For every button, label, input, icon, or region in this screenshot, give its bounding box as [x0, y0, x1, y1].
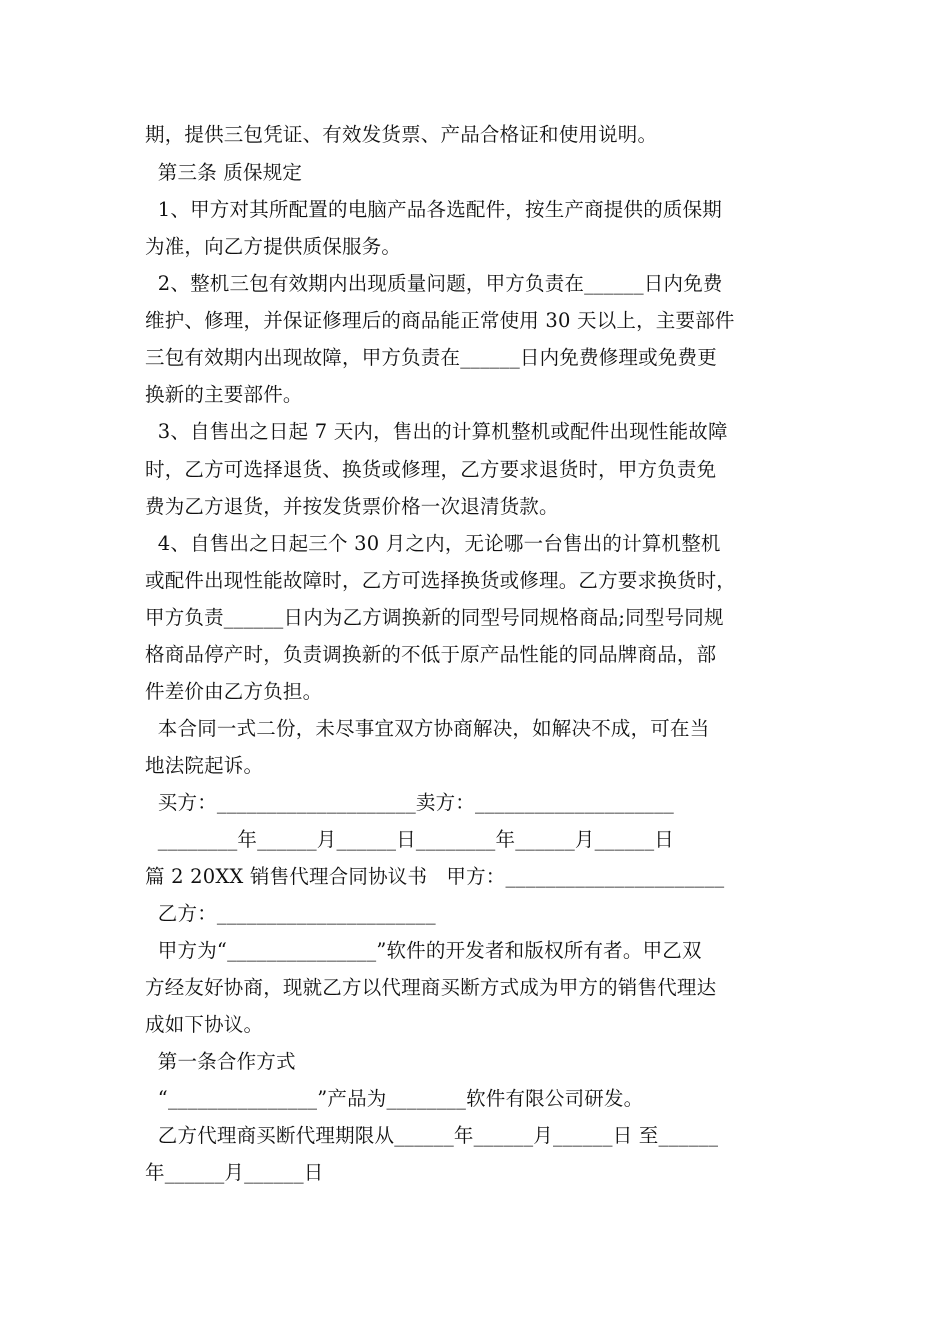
text-line: 期，提供三包凭证、有效发货票、产品合格证和使用说明。: [145, 123, 658, 146]
text-line: 甲方为“_______________”软件的开发者和版权所有者。甲乙双: [145, 939, 702, 962]
text-line: 4、自售出之日起三个 30 月之内，无论哪一台售出的计算机整机: [145, 532, 721, 555]
text-line: 甲方负责______日内为乙方调换新的同型号同规格商品;同型号同规: [145, 606, 724, 629]
section-heading: 第一条合作方式: [145, 1050, 296, 1073]
text-line: “_______________”产品为________软件有限公司研发。: [145, 1087, 644, 1110]
text-line: 三包有效期内出现故障，甲方负责在______日内免费修理或免费更: [145, 346, 717, 369]
text-line: 格商品停产时，负责调换新的不低于原产品性能的同品牌商品，部: [145, 643, 717, 666]
text-line: 为准，向乙方提供质保服务。: [145, 235, 402, 258]
contract-title-line: 篇 2 20XX 销售代理合同协议书 甲方：______________________: [145, 865, 725, 888]
text-line: 时，乙方可选择退货、换货或修理，乙方要求退货时，甲方负责免: [145, 458, 717, 481]
date-line: ________年______月______日________年______月______日: [145, 828, 674, 851]
party-line: 乙方：______________________: [145, 902, 436, 925]
text-line: 方经友好协商，现就乙方以代理商买断方式成为甲方的销售代理达: [145, 976, 717, 999]
text-line: 乙方代理商买断代理期限从______年______月______日 至______: [145, 1124, 719, 1147]
text-line: 本合同一式二份，未尽事宜双方协商解决，如解决不成，可在当: [145, 717, 710, 740]
text-line: 件差价由乙方负担。: [145, 680, 323, 703]
text-line: 3、自售出之日起 7 天内，售出的计算机整机或配件出现性能故障: [145, 420, 728, 443]
text-line: 2、整机三包有效期内出现质量问题，甲方负责在______日内免费: [145, 272, 723, 295]
text-line: 年______月______日: [145, 1161, 324, 1184]
text-line: 1、甲方对其所配置的电脑产品各选配件，按生产商提供的质保期: [145, 198, 723, 221]
text-line: 换新的主要部件。: [145, 383, 303, 406]
text-line: 地法院起诉。: [145, 754, 264, 777]
text-line: 成如下协议。: [145, 1013, 264, 1036]
text-line: 费为乙方退货，并按发货票价格一次退清货款。: [145, 495, 559, 518]
text-line: 维护、修理，并保证修理后的商品能正常使用 30 天以上，主要部件: [145, 309, 735, 332]
section-heading: 第三条 质保规定: [145, 161, 303, 184]
signature-line: 买方：____________________卖方：____________________: [145, 791, 674, 814]
text-line: 或配件出现性能故障时，乙方可选择换货或修理。乙方要求换货时，: [145, 569, 737, 592]
